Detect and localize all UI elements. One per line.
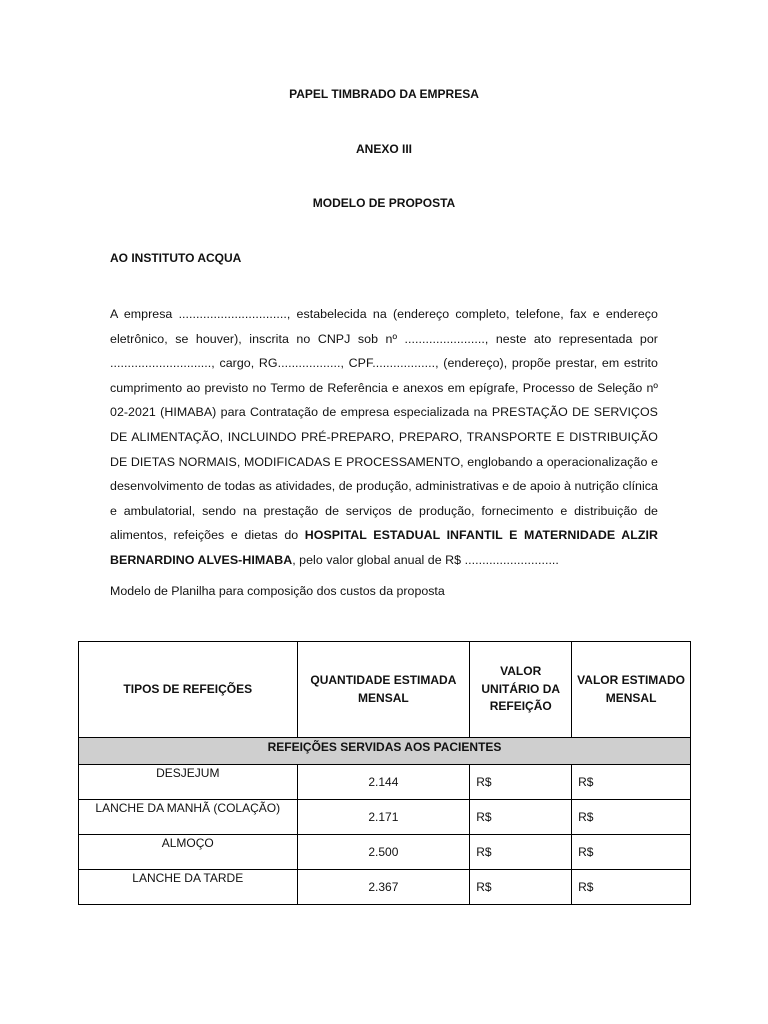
unit-value-cell: R$: [470, 835, 572, 870]
meal-type-cell: LANCHE DA TARDE: [79, 870, 298, 905]
meal-type-cell: LANCHE DA MANHÃ (COLAÇÃO): [79, 800, 298, 835]
quantity-cell: 2.144: [297, 765, 470, 800]
proposal-paragraph: [110, 302, 658, 573]
section-row: [79, 738, 691, 765]
meal-type-cell: DESJEJUM: [79, 765, 298, 800]
monthly-value-cell: R$: [572, 835, 691, 870]
cost-table: [78, 641, 691, 905]
header-monthly-value: VALOR ESTIMADO MENSAL: [572, 642, 691, 738]
table-header-row: [79, 642, 691, 738]
header-unit-value: VALOR UNITÁRIO DA REFEIÇÃO: [470, 642, 572, 738]
monthly-value-cell: R$: [572, 870, 691, 905]
quantity-cell: 2.171: [297, 800, 470, 835]
header-meal-type: TIPOS DE REFEIÇÕES: [79, 642, 298, 738]
hospital-name: HOSPITAL ESTADUAL INFANTIL E MATERNIDADE ALZIR BERNARDINO ALVES-HIMABA: [110, 528, 658, 567]
table-row: [79, 870, 691, 905]
unit-value-cell: R$: [470, 765, 572, 800]
unit-value-cell: R$: [470, 800, 572, 835]
document-title: MODELO DE PROPOSTA: [312, 196, 456, 210]
table-row: [79, 765, 691, 800]
table-row: [79, 835, 691, 870]
table-row: [79, 800, 691, 835]
header-estimated-quantity: QUANTIDADE ESTIMADA MENSAL: [297, 642, 470, 738]
monthly-value-cell: R$: [572, 765, 691, 800]
monthly-value-cell: R$: [572, 800, 691, 835]
quantity-cell: 2.367: [297, 870, 470, 905]
letterhead-heading: PAPEL TIMBRADO DA EMPRESA: [289, 87, 479, 101]
annex-heading: ANEXO III: [355, 142, 412, 156]
addressee: AO INSTITUTO ACQUA: [110, 251, 242, 265]
quantity-cell: 2.500: [297, 835, 470, 870]
spreadsheet-note: Modelo de Planilha para composição dos custos da proposta: [110, 584, 445, 598]
unit-value-cell: R$: [470, 870, 572, 905]
proposal-text-end: , pelo valor global anual de R$ ...........................: [292, 552, 559, 567]
proposal-text-start: A empresa ..............................., estabelecida na (endereço completo, telefone, fax e endereço eletrônico, se houver), inscrita no CNPJ sob nº ......................., neste ato representada por ............................., cargo, RG.................., CPF.................., (endereço), propõe prestar, em estrito cumprimento ao previsto no Termo de Referência e anexos em epígrafe, Processo de Seleção nº 02-2021 (HIMABA) para Contratação de empresa especializada na PRESTAÇÃO DE SERVIÇOS DE ALIMENTAÇÃO, INCLUINDO PRÉ-PREPARO, PREPARO, TRANSPORTE E DISTRIBUIÇÃO DE DIETAS NORMAIS, MODIFICADAS E PROCESSAMENTO, englobando a operacionalização e desenvolvimento de todas as atividades, de produção, administrativas e de apoio à nutrição clínica e ambulatorial, sendo na prestação de serviços de produção, fornecimento e distribuição de alimentos, refeições e dietas do: [110, 307, 658, 543]
section-title: REFEIÇÕES SERVIDAS AOS PACIENTES: [79, 738, 691, 765]
meal-type-cell: ALMOÇO: [79, 835, 298, 870]
